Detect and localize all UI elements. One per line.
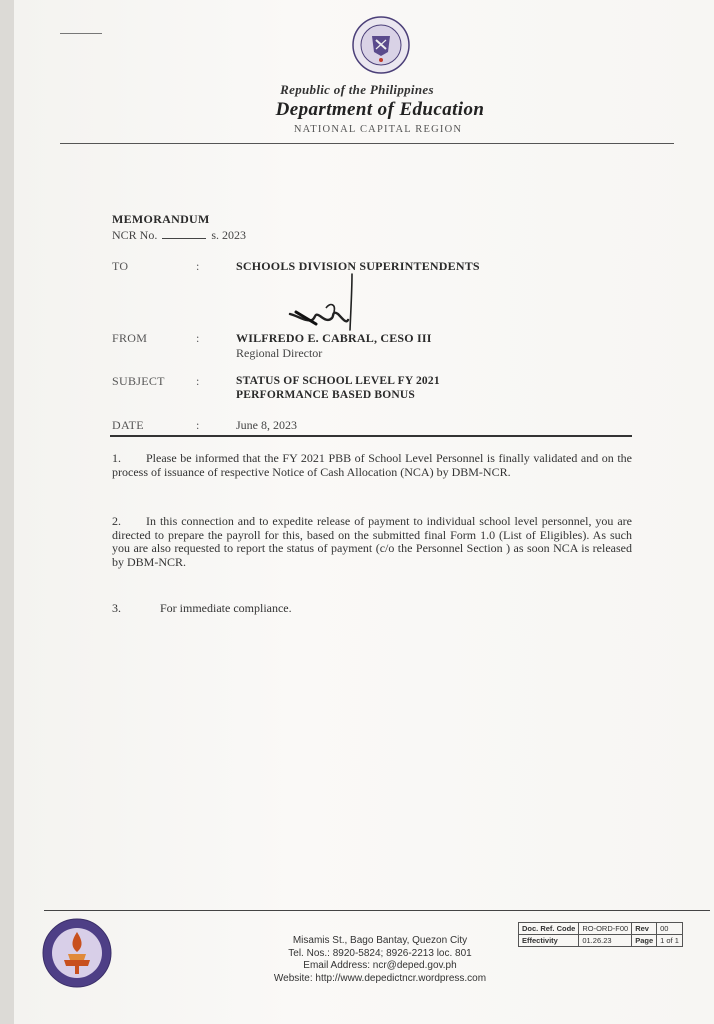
paragraph-2-number: 2. — [112, 514, 121, 528]
memo-number-blank — [162, 238, 206, 239]
date-colon: : — [196, 418, 200, 432]
header-region: NATIONAL CAPITAL REGION — [293, 124, 463, 135]
from-title: Regional Director — [236, 346, 323, 360]
footer-website: Website: http://www.depedictncr.wordpress.com — [273, 972, 487, 984]
effectivity-value: 01.26.23 — [579, 935, 632, 947]
page-edge-shadow — [0, 0, 14, 1024]
body-paragraph-3 — [112, 602, 632, 616]
body-paragraph-2 — [112, 515, 632, 569]
footer-divider — [44, 910, 710, 911]
effectivity-label: Effectivity — [519, 935, 579, 947]
from-name: WILFREDO E. CABRAL, CESO III — [236, 331, 432, 345]
corner-mark — [60, 33, 102, 34]
date-label: DATE — [112, 418, 144, 432]
memo-series: s. 2023 — [211, 228, 247, 242]
footer-tel: Tel. Nos.: 8920-5824; 8926-2213 loc. 801 — [288, 947, 472, 959]
doc-ref-value: RO-ORD-F00 — [579, 923, 632, 935]
memo-number-label: NCR No. — [112, 228, 158, 242]
rev-label: Rev — [632, 923, 657, 935]
body-paragraph-1 — [112, 452, 632, 479]
footer-address: Misamis St., Bago Bantay, Quezon City — [292, 935, 468, 946]
from-colon: : — [196, 331, 200, 345]
page-value: 1 of 1 — [657, 935, 683, 947]
to-label: TO — [112, 259, 129, 273]
header-divider — [60, 143, 674, 144]
date-divider — [110, 435, 632, 437]
footer-email: Email Address: ncr@deped.gov.ph — [303, 960, 457, 971]
date-value: June 8, 2023 — [236, 418, 297, 432]
memo-title: MEMORANDUM — [112, 212, 210, 226]
memo-number — [112, 228, 246, 243]
deped-seal-icon — [352, 16, 410, 74]
doc-ref-label: Doc. Ref. Code — [519, 923, 579, 935]
subject-line-1: STATUS OF SCHOOL LEVEL FY 2021 — [236, 375, 440, 387]
subject-colon: : — [196, 374, 200, 388]
paragraph-1-text: Please be informed that the FY 2021 PBB of School Level Personnel is finally validated and on the process of issuance of respective Notice of Cash Allocation (NCA) by DBM-NCR. — [112, 451, 632, 479]
doc-control-row — [519, 923, 683, 935]
subject-label: SUBJECT — [112, 374, 165, 388]
from-label: FROM — [112, 331, 148, 345]
paragraph-3-text: For immediate compliance. — [160, 601, 292, 615]
rev-value: 00 — [657, 923, 683, 935]
header-republic: Republic of the Philippines — [280, 82, 434, 97]
doc-control-row — [519, 935, 683, 947]
to-colon: : — [196, 259, 200, 273]
paragraph-1-number: 1. — [112, 451, 121, 465]
signature-image — [286, 272, 366, 334]
page-label: Page — [632, 935, 657, 947]
to-value: SCHOOLS DIVISION SUPERINTENDENTS — [236, 259, 480, 273]
footer-contact — [240, 935, 520, 985]
header-department: Department of Education — [275, 99, 485, 120]
deped-ncr-seal-icon — [42, 918, 112, 988]
memo-page — [14, 0, 714, 1024]
doc-control-table — [518, 922, 683, 947]
subject-line-2: PERFORMANCE BASED BONUS — [236, 389, 416, 401]
paragraph-3-number: 3. — [112, 601, 121, 615]
paragraph-2-text: In this connection and to expedite release of payment to individual school level personnel, you are directed to prepare the payroll for this, based on the submitted final Form 1.0 (List of Eligibles). As such you are also requested to report the status of payment (c/o the Personnel Section ) as soon NCA is released by DBM-NCR. — [112, 514, 632, 569]
